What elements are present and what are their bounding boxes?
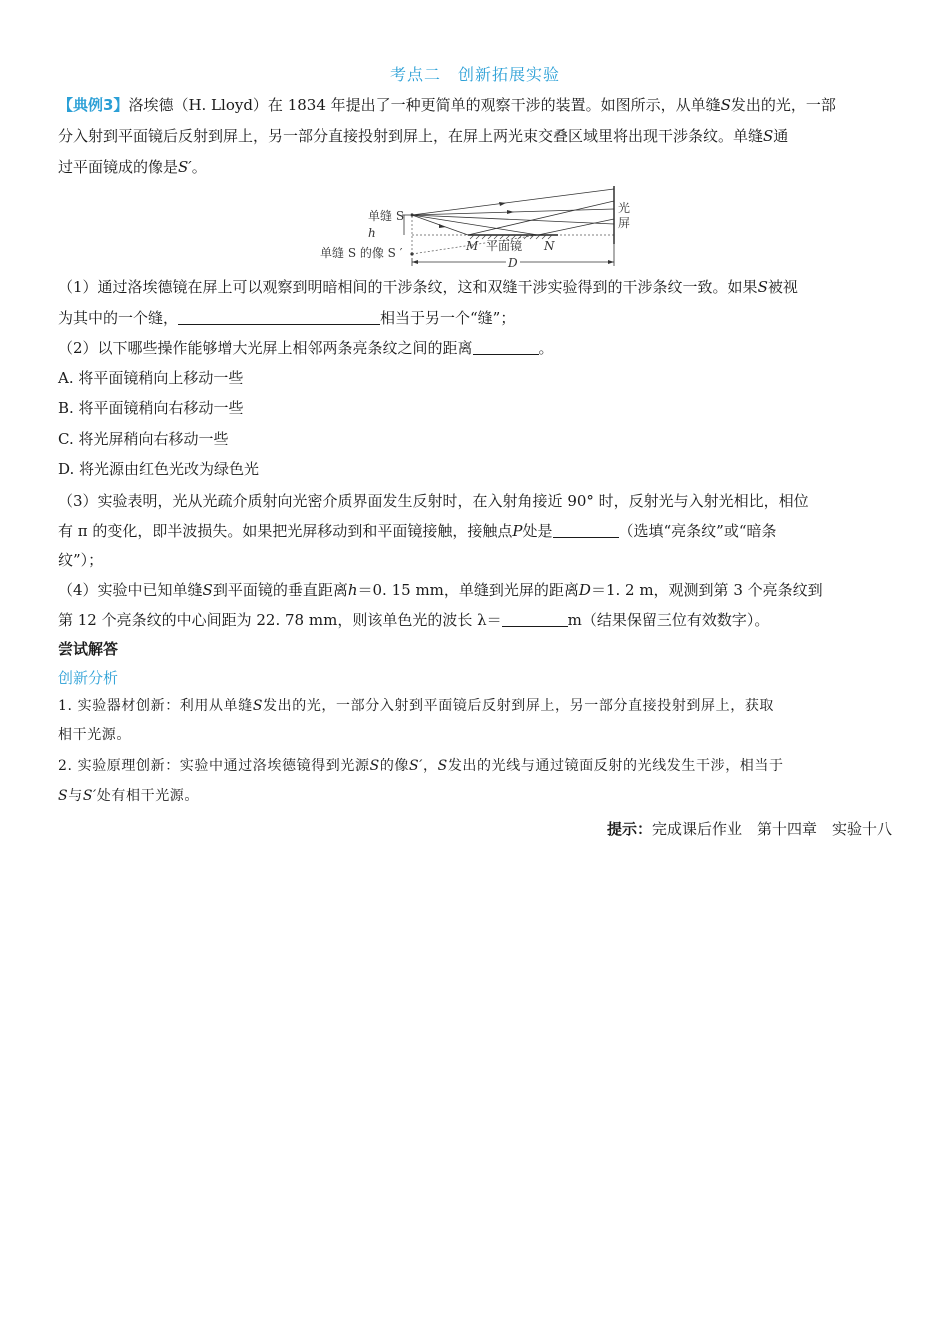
example-intro-line-3: 过平面镜成的像是S′。 — [58, 158, 207, 176]
mirror-label: 平面镜 — [486, 239, 523, 253]
analysis-heading: 创新分析 — [58, 669, 119, 687]
q2-stem: （2）以下哪些操作能够增大光屏上相邻两条亮条纹之间的距离 。 — [58, 333, 892, 363]
answer-heading: 尝试解答 — [58, 640, 119, 658]
image-label: 单缝 S 的像 S ′ — [320, 246, 403, 260]
ray-arrows — [439, 202, 514, 228]
q1-line-2: 为其中的一个缝， 相当于另一个“缝”； — [58, 303, 892, 333]
q3-line-1: （3）实验表明，光从光疏介质射向光密介质界面发生反射时，在入射角接近 90° 时，反射光与入射光相比，相位 — [58, 492, 809, 510]
q1-line-1: （1）通过洛埃德镜在屏上可以观察到明暗相间的干涉条纹，这和双缝干涉实验得到的干涉条纹一致。如果S被视 — [58, 278, 798, 296]
q4-line-1: （4）实验中已知单缝S到平面镜的垂直距离h＝0. 15 mm，单缝到光屏的距离D＝1. 2 m，观测到第 3 个亮条纹到 — [58, 581, 823, 599]
M-label: M — [466, 239, 479, 253]
q3-line-2: 有 π 的变化，即半波损失。如果把光屏移动到和平面镜接触，接触点P处是 （选填“亮条纹”或“暗条 — [58, 516, 892, 546]
slit-label: 单缝 S — [368, 209, 405, 223]
q2-option-c: C. 将光屏稍向右移动一些 — [58, 430, 229, 448]
q2-option-a: A. 将平面镜稍向上移动一些 — [58, 369, 244, 387]
q4-line-2: 第 12 个亮条纹的中心间距为 22. 78 mm，则该单色光的波长 λ＝ m（结果保留三位有效数字）。 — [58, 605, 892, 635]
q4-answer-blank[interactable] — [502, 608, 568, 627]
screen-label-2: 屏 — [618, 216, 631, 230]
analysis-p2-line-1: 2. 实验原理创新：实验中通过洛埃德镜得到光源S的像S′，S发出的光线与通过镜面反射的光线发生干涉，相当于 — [58, 758, 784, 774]
analysis-p1-line-2: 相干光源。 — [58, 727, 131, 743]
analysis-p2-line-2: S与S′处有相干光源。 — [58, 788, 199, 804]
analysis-p1-line-1: 1. 实验器材创新：利用从单缝S发出的光，一部分入射到平面镜后反射到屏上，另一部分直接投射到屏上，获取 — [58, 698, 775, 714]
lloyd-mirror-diagram — [318, 186, 638, 270]
homework-hint — [607, 814, 892, 844]
h-label: h — [368, 226, 376, 240]
D-label: D — [508, 256, 518, 270]
example-tag: 【典例3】 — [58, 96, 129, 114]
q2-answer-blank[interactable] — [473, 336, 539, 355]
q3-answer-blank[interactable] — [553, 519, 619, 538]
q3-line-3: 纹”）； — [58, 551, 104, 569]
q2-option-b: B. 将平面镜稍向右移动一些 — [58, 399, 244, 417]
section-title: 考点二 创新拓展实验 — [389, 65, 560, 84]
hint-text: 完成课后作业 第十四章 实验十八 — [651, 820, 892, 838]
q2-option-d: D. 将光源由红色光改为绿色光 — [58, 460, 260, 478]
example-intro-line-1: 【典例3】洛埃德（H. Lloyd）在 1834 年提出了一种更简单的观察干涉的装置。如图所示，从单缝S发出的光，一部 — [58, 96, 836, 114]
N-label: N — [544, 239, 555, 253]
screen-label-1: 光 — [618, 201, 631, 215]
example-intro-line-2: 分入射到平面镜后反射到屏上，另一部分直接投射到屏上，在屏上两光束交叠区域里将出现干涉条纹。单缝S通 — [58, 127, 789, 145]
q1-answer-blank[interactable] — [178, 306, 380, 325]
hint-label: 提示： — [606, 820, 652, 838]
